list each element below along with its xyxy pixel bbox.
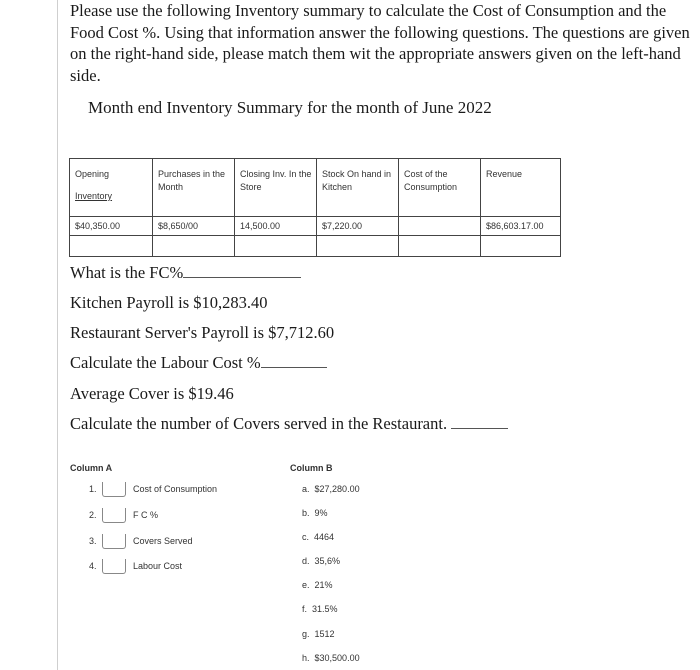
column-b-letter: d.: [302, 556, 310, 566]
column-b-value: 31.5%: [312, 604, 338, 614]
question-labour: [70, 352, 327, 373]
table-empty-row: [70, 236, 561, 257]
question-labour-text: Calculate the Labour Cost %: [70, 353, 261, 372]
page-edge-line: [57, 0, 58, 670]
empty-cell: [317, 236, 399, 257]
column-a-number: 1.: [89, 484, 97, 494]
empty-cell: [235, 236, 317, 257]
header-closing-inventory: Closing Inv. In the Store: [235, 159, 317, 217]
inventory-table: [69, 158, 561, 257]
covers-answer-blank: [451, 416, 508, 429]
column-a-number: 4.: [89, 561, 97, 571]
column-a-number: 3.: [89, 536, 97, 546]
column-b-item: [302, 629, 335, 639]
empty-cell: [153, 236, 235, 257]
column-b-letter: c.: [302, 532, 310, 542]
answer-box-4[interactable]: [102, 559, 126, 574]
empty-cell: [481, 236, 561, 257]
column-b-item: [302, 532, 334, 542]
column-a-number: 2.: [89, 510, 97, 520]
inventory-summary-title: Month end Inventory Summary for the month of June 2022: [88, 98, 492, 117]
column-a-item: Cost of Consumption: [133, 484, 218, 494]
column-b-item: [302, 653, 360, 663]
column-b-letter: h.: [302, 653, 310, 663]
empty-cell: [70, 236, 153, 257]
average-cover-text: Average Cover is $19.46: [70, 384, 234, 403]
kitchen-payroll-text: Kitchen Payroll is $10,283.40: [70, 293, 268, 312]
value-closing-inventory: 14,500.00: [235, 217, 317, 236]
value-opening-inventory: $40,350.00: [70, 217, 153, 236]
column-b-letter: e.: [302, 580, 310, 590]
question-covers-text: Calculate the number of Covers served in the Restaurant.: [70, 414, 448, 433]
table-header-row: [70, 159, 561, 217]
instructions-paragraph: Please use the following Inventory summary to calculate the Cost of Consumption and the Food Cost %. Using that information answer the following questions. The questions are given on the right-hand side, please match them wit the appropriate answers given on the left-hand side.: [70, 1, 690, 85]
column-b-letter: a.: [302, 484, 310, 494]
header-stock-on-hand: Stock On hand in Kitchen: [317, 159, 399, 217]
column-b-value: 1512: [314, 629, 335, 639]
column-b-letter: f.: [302, 604, 308, 614]
server-payroll-text: Restaurant Server's Payroll is $7,712.60: [70, 323, 335, 342]
fc-answer-blank: [183, 265, 301, 278]
answer-box-2[interactable]: [102, 508, 126, 523]
header-opening-line2: Inventory: [75, 191, 113, 201]
value-stock-on-hand: $7,220.00: [317, 217, 399, 236]
answer-box-1[interactable]: [102, 482, 126, 497]
value-purchases: $8,650/00: [153, 217, 235, 236]
header-purchases: Purchases in the Month: [153, 159, 235, 217]
column-b-item: [302, 484, 360, 494]
column-b-value: 35,6%: [314, 556, 341, 566]
header-opening-line1: Opening: [75, 169, 110, 179]
column-a-item: Covers Served: [133, 536, 193, 546]
column-b-item: [302, 556, 340, 566]
column-b-item: [302, 508, 328, 518]
column-b-item: [302, 580, 333, 590]
question-fc: [70, 262, 301, 283]
question-fc-text: What is the FC%: [70, 263, 184, 282]
header-cost-of-consumption: Cost of the Consumption: [399, 159, 481, 217]
column-b-value: 21%: [314, 580, 333, 590]
value-revenue: $86,603.17.00: [481, 217, 561, 236]
column-b-value: $27,280.00: [314, 484, 360, 494]
column-b-value: $30,500.00: [314, 653, 360, 663]
column-b-value: 9%: [314, 508, 328, 518]
table-values-row: [70, 217, 561, 236]
column-a-heading: Column A: [70, 463, 113, 473]
column-a-item: Labour Cost: [133, 561, 183, 571]
question-covers: [70, 413, 508, 434]
labour-answer-blank: [261, 355, 327, 368]
empty-cell: [399, 236, 481, 257]
answer-box-3[interactable]: [102, 534, 126, 549]
column-b-letter: b.: [302, 508, 310, 518]
column-b-item: [302, 604, 338, 614]
value-cost-of-consumption: [399, 217, 481, 236]
column-b-heading: Column B: [290, 463, 333, 473]
column-b-letter: g.: [302, 629, 310, 639]
header-revenue: Revenue: [481, 159, 561, 217]
column-a-item: F C %: [133, 510, 159, 520]
header-opening-inventory: [70, 159, 153, 217]
column-b-value: 4464: [314, 532, 335, 542]
